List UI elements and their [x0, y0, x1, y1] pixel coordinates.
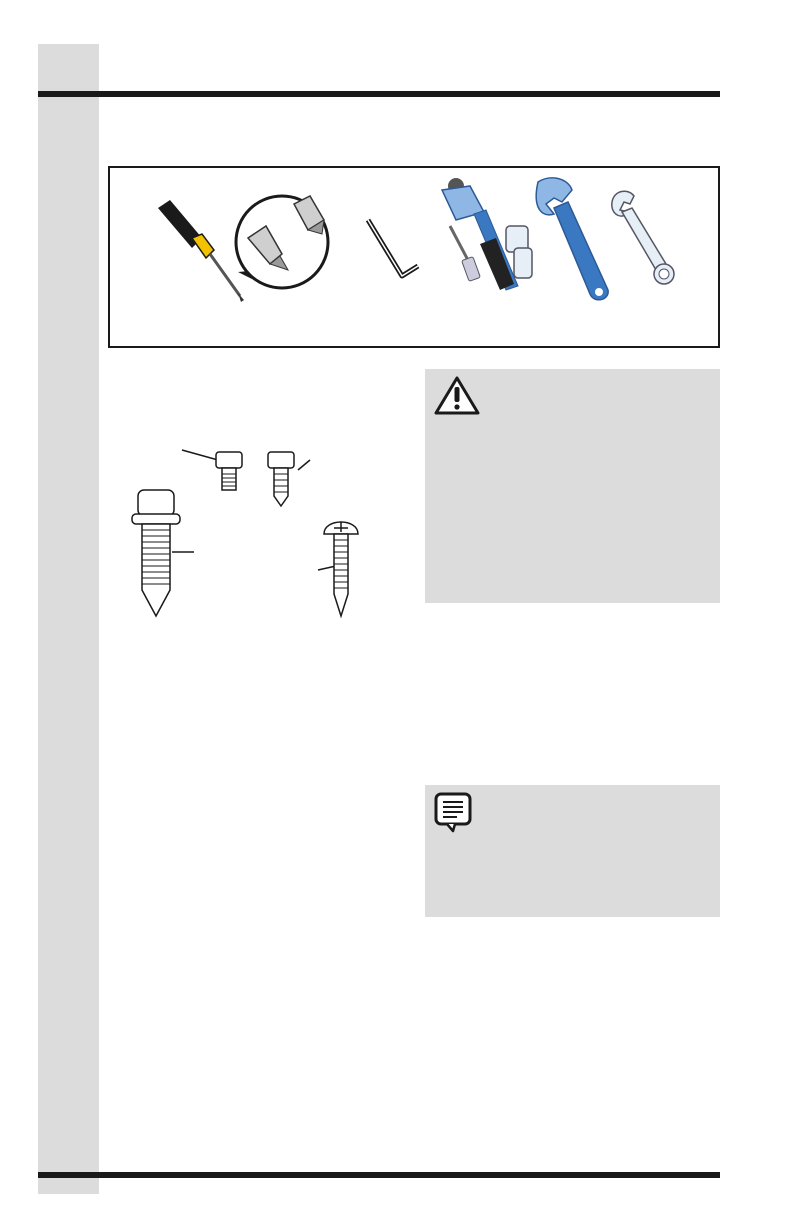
adjustable-wrench-icon [536, 178, 608, 300]
wood-screw-icon [324, 522, 358, 616]
hardware-illustration [108, 430, 398, 630]
note-callout [425, 785, 720, 917]
screwdriver-icon [158, 200, 244, 302]
hex-bolt-icon [216, 452, 242, 490]
note-icon [433, 791, 473, 835]
hex-screw-icon [268, 452, 294, 506]
ratchet-icon [442, 178, 532, 290]
lag-bolt-icon [132, 490, 180, 616]
warning-callout [425, 369, 720, 603]
header-rule [38, 91, 720, 97]
footer-rule [38, 1172, 720, 1178]
combination-wrench-icon [612, 191, 674, 284]
screwdriver-bits-icon [236, 196, 328, 288]
hex-key-icon [368, 220, 418, 276]
tools-illustration [108, 166, 720, 348]
side-tab [38, 44, 99, 1194]
warning-triangle-icon [433, 375, 481, 417]
